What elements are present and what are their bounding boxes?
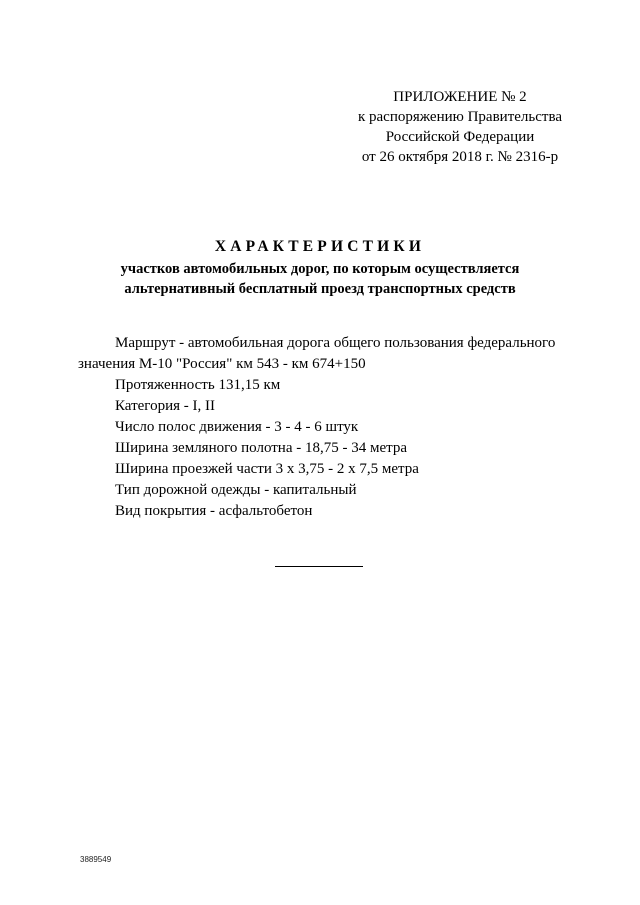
carriageway-width-line: Ширина проезжей части 3 х 3,75 - 2 х 7,5 метра — [115, 461, 419, 477]
category-line: Категория - I, II — [115, 398, 215, 414]
appendix-header — [330, 87, 590, 167]
pavement-type-line: Тип дорожной одежды - капитальный — [115, 482, 357, 498]
document-subtitle-line-2: альтернативный бесплатный проезд транспортных средств — [124, 281, 516, 297]
appendix-line-government: Российской Федерации — [385, 129, 535, 145]
appendix-date-line: от 26 октября 2018 г. № 2316-р — [361, 149, 559, 165]
surface-type-line: Вид покрытия - асфальтобетон — [115, 503, 313, 519]
appendix-line-decree: к распоряжению Правительства — [357, 109, 562, 125]
end-separator-line — [275, 566, 363, 567]
roadbed-width-line: Ширина земляного полотна - 18,75 - 34 метра — [115, 440, 408, 456]
route-line-1: Маршрут - автомобильная дорога общего пользования федерального — [115, 335, 556, 351]
route-line-2: значения М-10 "Россия" км 543 - км 674+150 — [78, 356, 366, 372]
title-block — [60, 237, 580, 299]
appendix-number: ПРИЛОЖЕНИЕ № 2 — [393, 89, 527, 105]
lanes-line: Число полос движения - 3 - 4 - 6 штук — [115, 419, 359, 435]
length-line: Протяженность 131,15 км — [115, 377, 281, 393]
characteristics-body — [78, 333, 578, 522]
document-code: 3889549 — [80, 855, 112, 864]
document-title: ХАРАКТЕРИСТИКИ — [214, 238, 426, 255]
document-subtitle-line-1: участков автомобильных дорог, по которым осуществляется — [120, 261, 520, 277]
